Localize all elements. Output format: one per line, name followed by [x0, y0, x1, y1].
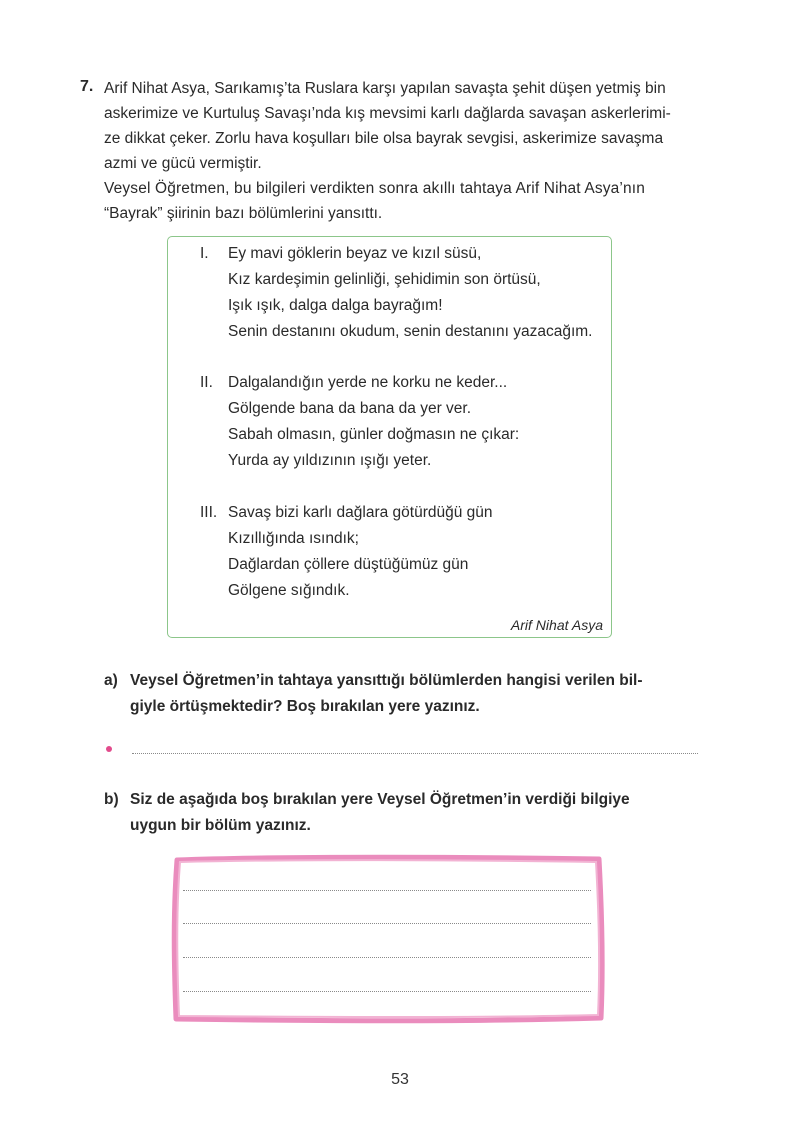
- part-b-question: [104, 787, 704, 839]
- stanza-numeral: III.: [200, 504, 218, 521]
- intro-line: azmi ve gücü vermiştir.: [104, 155, 262, 172]
- poem-line: Savaş bizi karlı dağlara götürdüğü gün: [228, 504, 493, 521]
- poem-line: Yurda ay yıldızının ışığı yeter.: [228, 452, 432, 469]
- writing-dotted-line[interactable]: [183, 957, 591, 958]
- part-a-letter: a): [104, 672, 118, 689]
- poem-author: Arif Nihat Asya: [510, 617, 603, 633]
- bullet-icon: [106, 746, 112, 752]
- poem-line: Sabah olmasın, günler doğmasın ne çıkar:: [228, 426, 520, 443]
- poem-line: Gölgende bana da bana da yer ver.: [228, 400, 472, 417]
- question-intro: [104, 76, 704, 226]
- stanza-numeral: I.: [200, 245, 209, 262]
- intro-line: ze dikkat çeker. Zorlu hava koşulları bile olsa bayrak sevgisi, askerimize savaşma: [104, 130, 664, 147]
- part-a-answer-area[interactable]: [104, 740, 704, 760]
- poem-line: Senin destanını okudum, senin destanını yazacağım.: [228, 323, 593, 340]
- part-b-line: Siz de aşağıda boş bırakılan yere Veysel Öğretmen’in verdiği bilgiye: [130, 791, 630, 808]
- poem-line: Işık ışık, dalga dalga bayrağım!: [228, 297, 443, 314]
- part-b-writing-box[interactable]: [171, 854, 605, 1024]
- part-a-line: giyle örtüşmektedir? Boş bırakılan yere yazınız.: [130, 698, 480, 715]
- part-b-letter: b): [104, 791, 119, 808]
- poem-line: Ey mavi göklerin beyaz ve kızıl süsü,: [228, 245, 482, 262]
- intro-line: Veysel Öğretmen, bu bilgileri verdikten sonra akıllı tahtaya Arif Nihat Asya’nın: [104, 180, 645, 197]
- poem-line: Gölgene sığındık.: [228, 582, 350, 599]
- page-number: 53: [391, 1071, 409, 1088]
- writing-dotted-line[interactable]: [183, 923, 591, 924]
- poem-line: Kız kardeşimin gelinliği, şehidimin son örtüsü,: [228, 271, 541, 288]
- poem-box: [167, 236, 612, 638]
- intro-line: askerimize ve Kurtuluş Savaşı’nda kış mevsimi karlı dağlarda savaşan askerlerimi-: [104, 105, 671, 122]
- answer-dotted-line[interactable]: [132, 753, 698, 754]
- intro-line: “Bayrak” şiirinin bazı bölümlerini yansıttı.: [104, 205, 383, 222]
- question-number: 7.: [80, 78, 94, 95]
- poem-line: Dalgalandığın yerde ne korku ne keder...: [228, 374, 508, 391]
- writing-dotted-line[interactable]: [183, 890, 591, 891]
- poem-line: Dağlardan çöllere düştüğümüz gün: [228, 556, 469, 573]
- part-a-question: [104, 668, 704, 720]
- intro-line: Arif Nihat Asya, Sarıkamış’ta Ruslara karşı yapılan savaşta şehit düşen yetmiş bin: [104, 80, 666, 97]
- part-a-line: Veysel Öğretmen’in tahtaya yansıttığı bölümlerden hangisi verilen bil-: [130, 672, 643, 689]
- poem-line: Kızıllığında ısındık;: [228, 530, 359, 547]
- part-b-line: uygun bir bölüm yazınız.: [130, 817, 311, 834]
- pink-brush-frame: [171, 854, 605, 1024]
- writing-dotted-line[interactable]: [183, 991, 591, 992]
- stanza-numeral: II.: [200, 374, 213, 391]
